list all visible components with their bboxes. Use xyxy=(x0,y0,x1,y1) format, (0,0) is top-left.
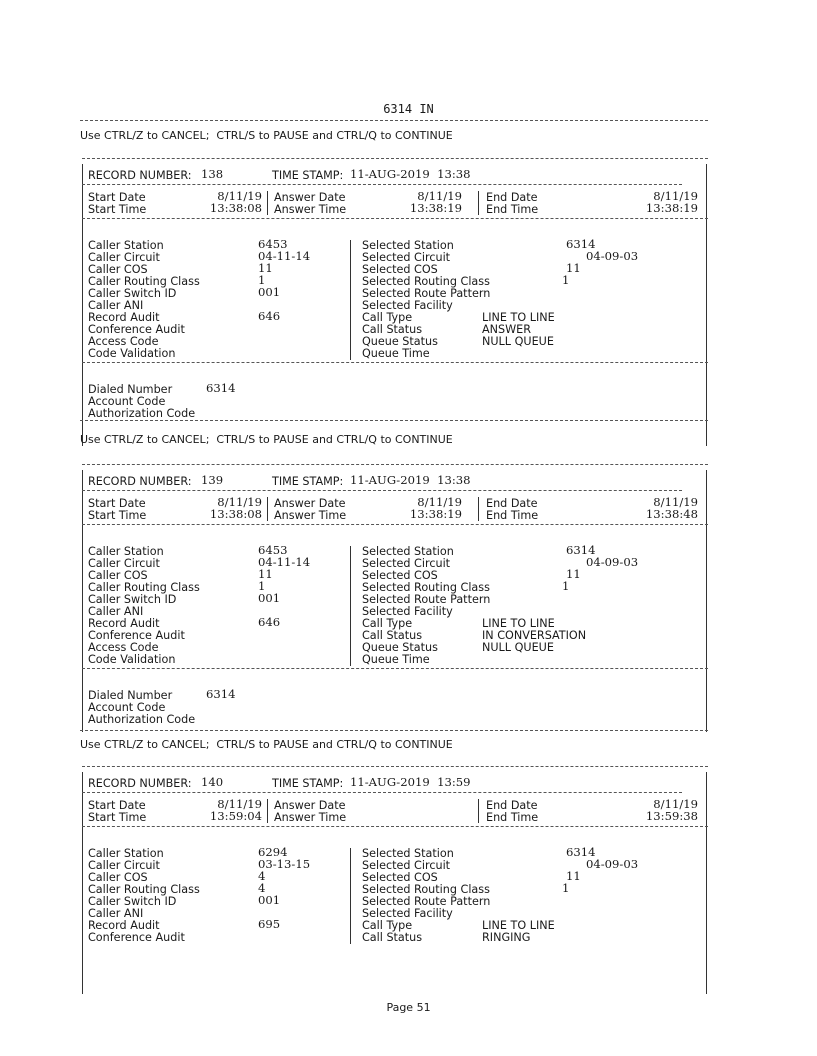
caller-station-value: 6294 xyxy=(258,845,288,859)
answer-time-value: 13:38:19 xyxy=(409,201,462,215)
record-number-label: RECORD NUMBER: xyxy=(88,169,192,182)
selected-routing-class-label: Selected Routing Class xyxy=(362,883,490,896)
control-notice: Use CTRL/Z to CANCEL; CTRL/S to PAUSE and CTRL/Q to CONTINUE xyxy=(80,433,453,446)
start-time-label: Start Time xyxy=(88,203,147,216)
border-left xyxy=(82,470,83,732)
answer-date-value: 8/11/19 xyxy=(417,189,462,203)
conference-audit-label: Conference Audit xyxy=(88,931,185,944)
selected-routing-class-value: 1 xyxy=(562,273,570,287)
dialed-number-value: 6314 xyxy=(206,687,236,701)
record-audit-label: Record Audit xyxy=(88,617,160,630)
caller-station-label: Caller Station xyxy=(88,847,164,860)
start-date-label: Start Date xyxy=(88,497,146,510)
end-date-value: 8/11/19 xyxy=(653,189,698,203)
end-time-label: End Time xyxy=(486,509,539,522)
caller-routing-class-label: Caller Routing Class xyxy=(88,581,200,594)
start-time-value: 13:38:08 xyxy=(209,507,262,521)
selected-station-value: 6314 xyxy=(566,845,596,859)
answer-date-value: 8/11/19 xyxy=(417,495,462,509)
separator xyxy=(350,848,351,944)
record-audit-value: 646 xyxy=(258,309,281,323)
access-code-label: Access Code xyxy=(88,335,159,348)
selected-cos-label: Selected COS xyxy=(362,569,438,582)
divider xyxy=(82,184,682,185)
call-type-label: Call Type xyxy=(362,311,413,324)
caller-switch-id-label: Caller Switch ID xyxy=(88,895,177,908)
start-time-value: 13:38:08 xyxy=(209,201,262,215)
caller-routing-class-label: Caller Routing Class xyxy=(88,883,200,896)
divider xyxy=(82,464,708,465)
separator xyxy=(267,497,268,521)
caller-cos-value: 11 xyxy=(258,261,273,275)
call-status-label: Call Status xyxy=(362,931,423,944)
record-number-value: 138 xyxy=(201,167,224,181)
end-date-value: 8/11/19 xyxy=(653,797,698,811)
separator xyxy=(478,191,479,215)
call-type-label: Call Type xyxy=(362,919,413,932)
time-stamp-value: 11-AUG-2019 13:38 xyxy=(350,473,471,487)
selected-routing-class-label: Selected Routing Class xyxy=(362,581,490,594)
call-type-value: LINE TO LINE xyxy=(482,919,555,932)
time-stamp-value: 11-AUG-2019 13:38 xyxy=(350,167,471,181)
conference-audit-label: Conference Audit xyxy=(88,323,185,336)
selected-station-value: 6314 xyxy=(566,543,596,557)
record-number-value: 140 xyxy=(201,775,224,789)
end-date-label: End Date xyxy=(486,497,538,510)
separator xyxy=(267,799,268,823)
caller-cos-value: 11 xyxy=(258,567,273,581)
selected-station-label: Selected Station xyxy=(362,239,454,252)
separator xyxy=(478,497,479,521)
caller-circuit-label: Caller Circuit xyxy=(88,557,160,570)
selected-circuit-label: Selected Circuit xyxy=(362,251,451,264)
selected-circuit-value: 04-09-03 xyxy=(586,555,639,569)
end-time-value: 13:38:48 xyxy=(645,507,698,521)
divider xyxy=(82,826,708,827)
selected-routing-class-label: Selected Routing Class xyxy=(362,275,490,288)
answer-time-label: Answer Time xyxy=(274,203,347,216)
end-time-value: 13:59:38 xyxy=(645,809,698,823)
access-code-label: Access Code xyxy=(88,641,159,654)
caller-routing-class-value: 1 xyxy=(258,273,266,287)
time-stamp-label: TIME STAMP: xyxy=(272,777,344,790)
caller-switch-id-label: Caller Switch ID xyxy=(88,593,177,606)
answer-date-label: Answer Date xyxy=(274,191,346,204)
caller-switch-id-value: 001 xyxy=(258,591,281,605)
call-status-value: RINGING xyxy=(482,931,531,944)
divider xyxy=(80,730,708,731)
time-stamp-label: TIME STAMP: xyxy=(272,169,344,182)
selected-facility-label: Selected Facility xyxy=(362,907,453,920)
answer-time-value: 13:38:19 xyxy=(409,507,462,521)
dialed-number-label: Dialed Number xyxy=(88,689,173,702)
divider xyxy=(82,218,708,219)
selected-station-label: Selected Station xyxy=(362,847,454,860)
answer-time-label: Answer Time xyxy=(274,509,347,522)
record-number-label: RECORD NUMBER: xyxy=(88,475,192,488)
selected-facility-label: Selected Facility xyxy=(362,605,453,618)
selected-circuit-label: Selected Circuit xyxy=(362,557,451,570)
divider xyxy=(82,668,708,669)
control-notice: Use CTRL/Z to CANCEL; CTRL/S to PAUSE and CTRL/Q to CONTINUE xyxy=(80,129,453,142)
code-validation-label: Code Validation xyxy=(88,347,176,360)
record-number-label: RECORD NUMBER: xyxy=(88,777,192,790)
selected-cos-label: Selected COS xyxy=(362,871,438,884)
selected-cos-value: 11 xyxy=(566,869,581,883)
selected-circuit-value: 04-09-03 xyxy=(586,857,639,871)
record-audit-label: Record Audit xyxy=(88,919,160,932)
selected-route-pattern-label: Selected Route Pattern xyxy=(362,895,491,908)
caller-cos-label: Caller COS xyxy=(88,871,148,884)
start-date-label: Start Date xyxy=(88,191,146,204)
call-status-value: IN CONVERSATION xyxy=(482,629,587,642)
separator xyxy=(267,191,268,215)
account-code-label: Account Code xyxy=(88,395,166,408)
call-type-value: LINE TO LINE xyxy=(482,311,555,324)
call-status-label: Call Status xyxy=(362,323,423,336)
caller-station-value: 6453 xyxy=(258,237,288,251)
start-date-value: 8/11/19 xyxy=(217,189,262,203)
caller-routing-class-value: 4 xyxy=(258,881,266,895)
caller-circuit-label: Caller Circuit xyxy=(88,251,160,264)
code-validation-label: Code Validation xyxy=(88,653,176,666)
caller-cos-value: 4 xyxy=(258,869,266,883)
start-date-value: 8/11/19 xyxy=(217,797,262,811)
separator xyxy=(350,546,351,666)
call-status-label: Call Status xyxy=(362,629,423,642)
page-number: Page 51 xyxy=(386,1001,431,1014)
time-stamp-value: 11-AUG-2019 13:59 xyxy=(350,775,471,789)
divider xyxy=(80,120,708,121)
border-left xyxy=(82,772,83,994)
selected-route-pattern-label: Selected Route Pattern xyxy=(362,287,491,300)
border-right xyxy=(706,772,707,994)
caller-circuit-value: 03-13-15 xyxy=(258,857,311,871)
separator xyxy=(478,799,479,823)
call-type-value: LINE TO LINE xyxy=(482,617,555,630)
call-type-label: Call Type xyxy=(362,617,413,630)
separator xyxy=(350,240,351,360)
caller-circuit-label: Caller Circuit xyxy=(88,859,160,872)
selected-route-pattern-label: Selected Route Pattern xyxy=(362,593,491,606)
answer-time-label: Answer Time xyxy=(274,811,347,824)
start-time-label: Start Time xyxy=(88,811,147,824)
caller-circuit-value: 04-11-14 xyxy=(258,555,311,569)
caller-ani-label: Caller ANI xyxy=(88,299,144,312)
caller-switch-id-label: Caller Switch ID xyxy=(88,287,177,300)
start-time-label: Start Time xyxy=(88,509,147,522)
caller-station-value: 6453 xyxy=(258,543,288,557)
answer-date-label: Answer Date xyxy=(274,799,346,812)
end-time-label: End Time xyxy=(486,811,539,824)
end-date-label: End Date xyxy=(486,191,538,204)
selected-station-label: Selected Station xyxy=(362,545,454,558)
selected-cos-label: Selected COS xyxy=(362,263,438,276)
conference-audit-label: Conference Audit xyxy=(88,629,185,642)
start-time-value: 13:59:04 xyxy=(209,809,262,823)
caller-routing-class-label: Caller Routing Class xyxy=(88,275,200,288)
answer-date-label: Answer Date xyxy=(274,497,346,510)
end-date-value: 8/11/19 xyxy=(653,495,698,509)
selected-cos-value: 11 xyxy=(566,567,581,581)
selected-cos-value: 11 xyxy=(566,261,581,275)
caller-ani-label: Caller ANI xyxy=(88,907,144,920)
border-right xyxy=(706,470,707,732)
record-audit-label: Record Audit xyxy=(88,311,160,324)
record-audit-value: 695 xyxy=(258,917,281,931)
queue-status-label: Queue Status xyxy=(362,335,438,348)
selected-circuit-value: 04-09-03 xyxy=(586,249,639,263)
record-number-value: 139 xyxy=(201,473,224,487)
control-notice: Use CTRL/Z to CANCEL; CTRL/S to PAUSE and CTRL/Q to CONTINUE xyxy=(80,738,453,751)
caller-ani-label: Caller ANI xyxy=(88,605,144,618)
divider xyxy=(82,158,708,159)
record-audit-value: 646 xyxy=(258,615,281,629)
selected-facility-label: Selected Facility xyxy=(362,299,453,312)
page-header: 6314 IN xyxy=(383,102,434,116)
end-time-label: End Time xyxy=(486,203,539,216)
queue-status-label: Queue Status xyxy=(362,641,438,654)
border-left xyxy=(82,164,83,446)
selected-station-value: 6314 xyxy=(566,237,596,251)
caller-switch-id-value: 001 xyxy=(258,893,281,907)
start-date-label: Start Date xyxy=(88,799,146,812)
account-code-label: Account Code xyxy=(88,701,166,714)
call-status-value: ANSWER xyxy=(482,323,532,336)
selected-routing-class-value: 1 xyxy=(562,579,570,593)
selected-circuit-label: Selected Circuit xyxy=(362,859,451,872)
start-date-value: 8/11/19 xyxy=(217,495,262,509)
divider xyxy=(82,362,708,363)
caller-station-label: Caller Station xyxy=(88,545,164,558)
queue-time-label: Queue Time xyxy=(362,347,430,360)
authorization-code-label: Authorization Code xyxy=(88,713,196,726)
divider xyxy=(82,490,682,491)
divider xyxy=(82,766,708,767)
time-stamp-label: TIME STAMP: xyxy=(272,475,344,488)
caller-cos-label: Caller COS xyxy=(88,569,148,582)
caller-switch-id-value: 001 xyxy=(258,285,281,299)
divider xyxy=(80,420,708,421)
authorization-code-label: Authorization Code xyxy=(88,407,196,420)
dialed-number-label: Dialed Number xyxy=(88,383,173,396)
queue-status-value: NULL QUEUE xyxy=(482,335,554,348)
caller-routing-class-value: 1 xyxy=(258,579,266,593)
divider xyxy=(82,524,708,525)
dialed-number-value: 6314 xyxy=(206,381,236,395)
caller-cos-label: Caller COS xyxy=(88,263,148,276)
queue-status-value: NULL QUEUE xyxy=(482,641,554,654)
queue-time-label: Queue Time xyxy=(362,653,430,666)
border-right xyxy=(706,164,707,446)
caller-circuit-value: 04-11-14 xyxy=(258,249,311,263)
caller-station-label: Caller Station xyxy=(88,239,164,252)
divider xyxy=(82,792,682,793)
selected-routing-class-value: 1 xyxy=(562,881,570,895)
end-time-value: 13:38:19 xyxy=(645,201,698,215)
end-date-label: End Date xyxy=(486,799,538,812)
